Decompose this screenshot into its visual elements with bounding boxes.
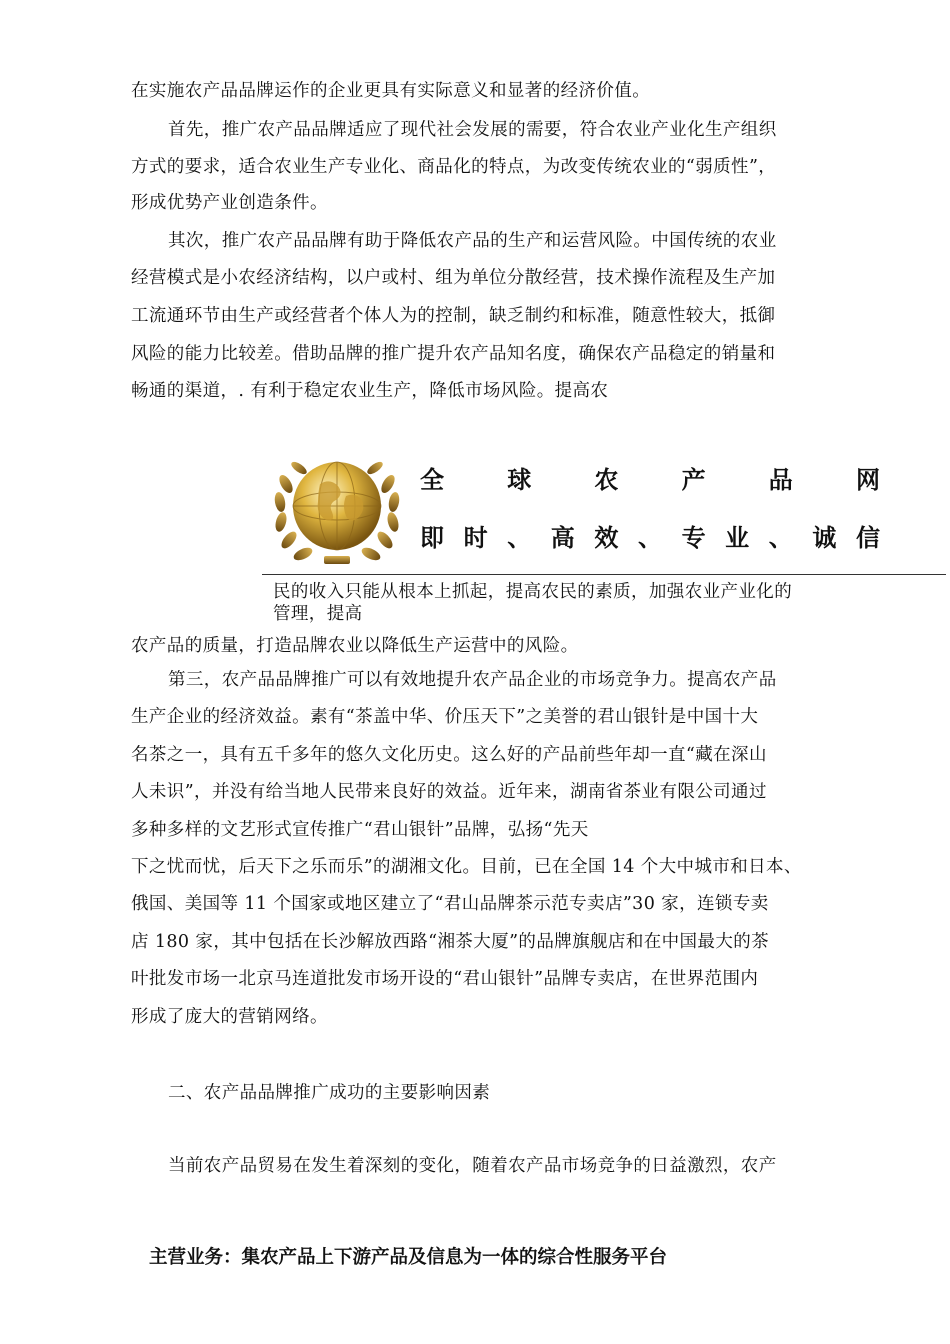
text-line: 下之忧而忧，后天下之乐而乐”的湖湘文化。目前，已在全国 14 个大中城市和日本、 bbox=[131, 857, 802, 877]
slogan-char: 即 bbox=[420, 524, 444, 552]
slogan-char: 、 bbox=[637, 524, 662, 552]
text-line: 第三，农产品品牌推广可以有效地提升农产品企业的市场竞争力。提高农产品 bbox=[168, 670, 777, 690]
slogan-char: 时 bbox=[463, 524, 488, 552]
slogan-char: 产 bbox=[681, 466, 706, 494]
slogan-char: 信 bbox=[855, 524, 880, 552]
text-line: 工流通环节由生产或经营者个体人为的控制，缺乏制约和标准，随意性较大，抵御 bbox=[131, 306, 776, 326]
text-line: 俄国、美国等 11 个国家或地区建立了“君山品牌茶示范专卖店”30 家，连锁专卖 bbox=[131, 894, 769, 914]
text-line: 经营模式是小农经济结构，以户或村、组为单位分散经营，技术操作流程及生产加 bbox=[131, 268, 776, 288]
section-heading: 二、农产品品牌推广成功的主要影响因素 bbox=[168, 1083, 491, 1103]
slogan-char: 专 bbox=[681, 524, 706, 552]
slogan-char: 效 bbox=[594, 524, 619, 552]
slogan-char: 球 bbox=[507, 466, 532, 494]
footer-business-text: 主营业务：集农产品上下游产品及信息为一体的综合性服务平台 bbox=[149, 1247, 668, 1268]
brand-banner bbox=[268, 440, 946, 576]
text-line: 在实施农产品品牌运作的企业更具有实际意义和显著的经济价值。 bbox=[131, 81, 651, 101]
globe-laurel-logo-icon bbox=[272, 444, 402, 574]
slogan-char: 诚 bbox=[812, 524, 837, 552]
text-line: 名茶之一，具有五千多年的悠久文化历史。这么好的产品前些年却一直“藏在深山 bbox=[131, 745, 767, 765]
text-line: 多种多样的文艺形式宣传推广“君山银针”品牌，弘扬“先天 bbox=[131, 820, 589, 840]
banner-slogan-line1 bbox=[420, 460, 880, 495]
text-line: 形成了庞大的营销网络。 bbox=[131, 1007, 328, 1027]
slogan-char: 农 bbox=[594, 466, 619, 494]
text-line: 管理，提高 bbox=[273, 604, 363, 624]
text-line: 方式的要求，适合农业生产专业化、商品化的特点，为改变传统农业的“弱质性”， bbox=[131, 157, 777, 177]
text-line: 农产品的质量，打造品牌农业以降低生产运营中的风险。 bbox=[131, 636, 579, 656]
slogan-char: 全 bbox=[420, 466, 444, 494]
text-line: 店 180 家，其中包括在长沙解放西路“湘茶大厦”的品牌旗舰店和在中国最大的茶 bbox=[131, 932, 770, 952]
slogan-char: 、 bbox=[507, 524, 532, 552]
slogan-char: 品 bbox=[768, 466, 793, 494]
text-line: 其次，推广农产品品牌有助于降低农产品的生产和运营风险。中国传统的农业 bbox=[168, 231, 777, 251]
slogan-char: 业 bbox=[725, 524, 750, 552]
banner-slogan-line2 bbox=[420, 518, 880, 553]
text-line: 风险的能力比较差。借助品牌的推广提升农产品知名度，确保农产品稳定的销量和 bbox=[131, 344, 776, 364]
banner-divider bbox=[262, 574, 946, 575]
text-line: 叶批发市场一北京马连道批发市场开设的“君山银针”品牌专卖店，在世界范围内 bbox=[131, 969, 759, 989]
text-line: 生产企业的经济效益。素有“茶盖中华、价压天下”之美誉的君山银针是中国十大 bbox=[131, 707, 759, 727]
slogan-char: 高 bbox=[550, 524, 575, 552]
text-line: 首先，推广农产品品牌适应了现代社会发展的需要，符合农业产业化生产组织 bbox=[168, 120, 777, 140]
text-line: 当前农产品贸易在发生着深刻的变化，随着农产品市场竞争的日益激烈，农产 bbox=[168, 1156, 777, 1176]
slogan-char: 网 bbox=[855, 466, 880, 494]
text-line: 畅通的渠道，. 有利于稳定农业生产，降低市场风险。提高农 bbox=[131, 381, 609, 401]
text-line: 人未识”，并没有给当地人民带来良好的效益。近年来，湖南省茶业有限公司通过 bbox=[131, 782, 767, 802]
text-line: 民的收入只能从根本上抓起，提高农民的素质，加强农业产业化的 bbox=[273, 582, 793, 602]
text-line: 形成优势产业创造条件。 bbox=[131, 193, 328, 213]
slogan-char: 、 bbox=[768, 524, 793, 552]
